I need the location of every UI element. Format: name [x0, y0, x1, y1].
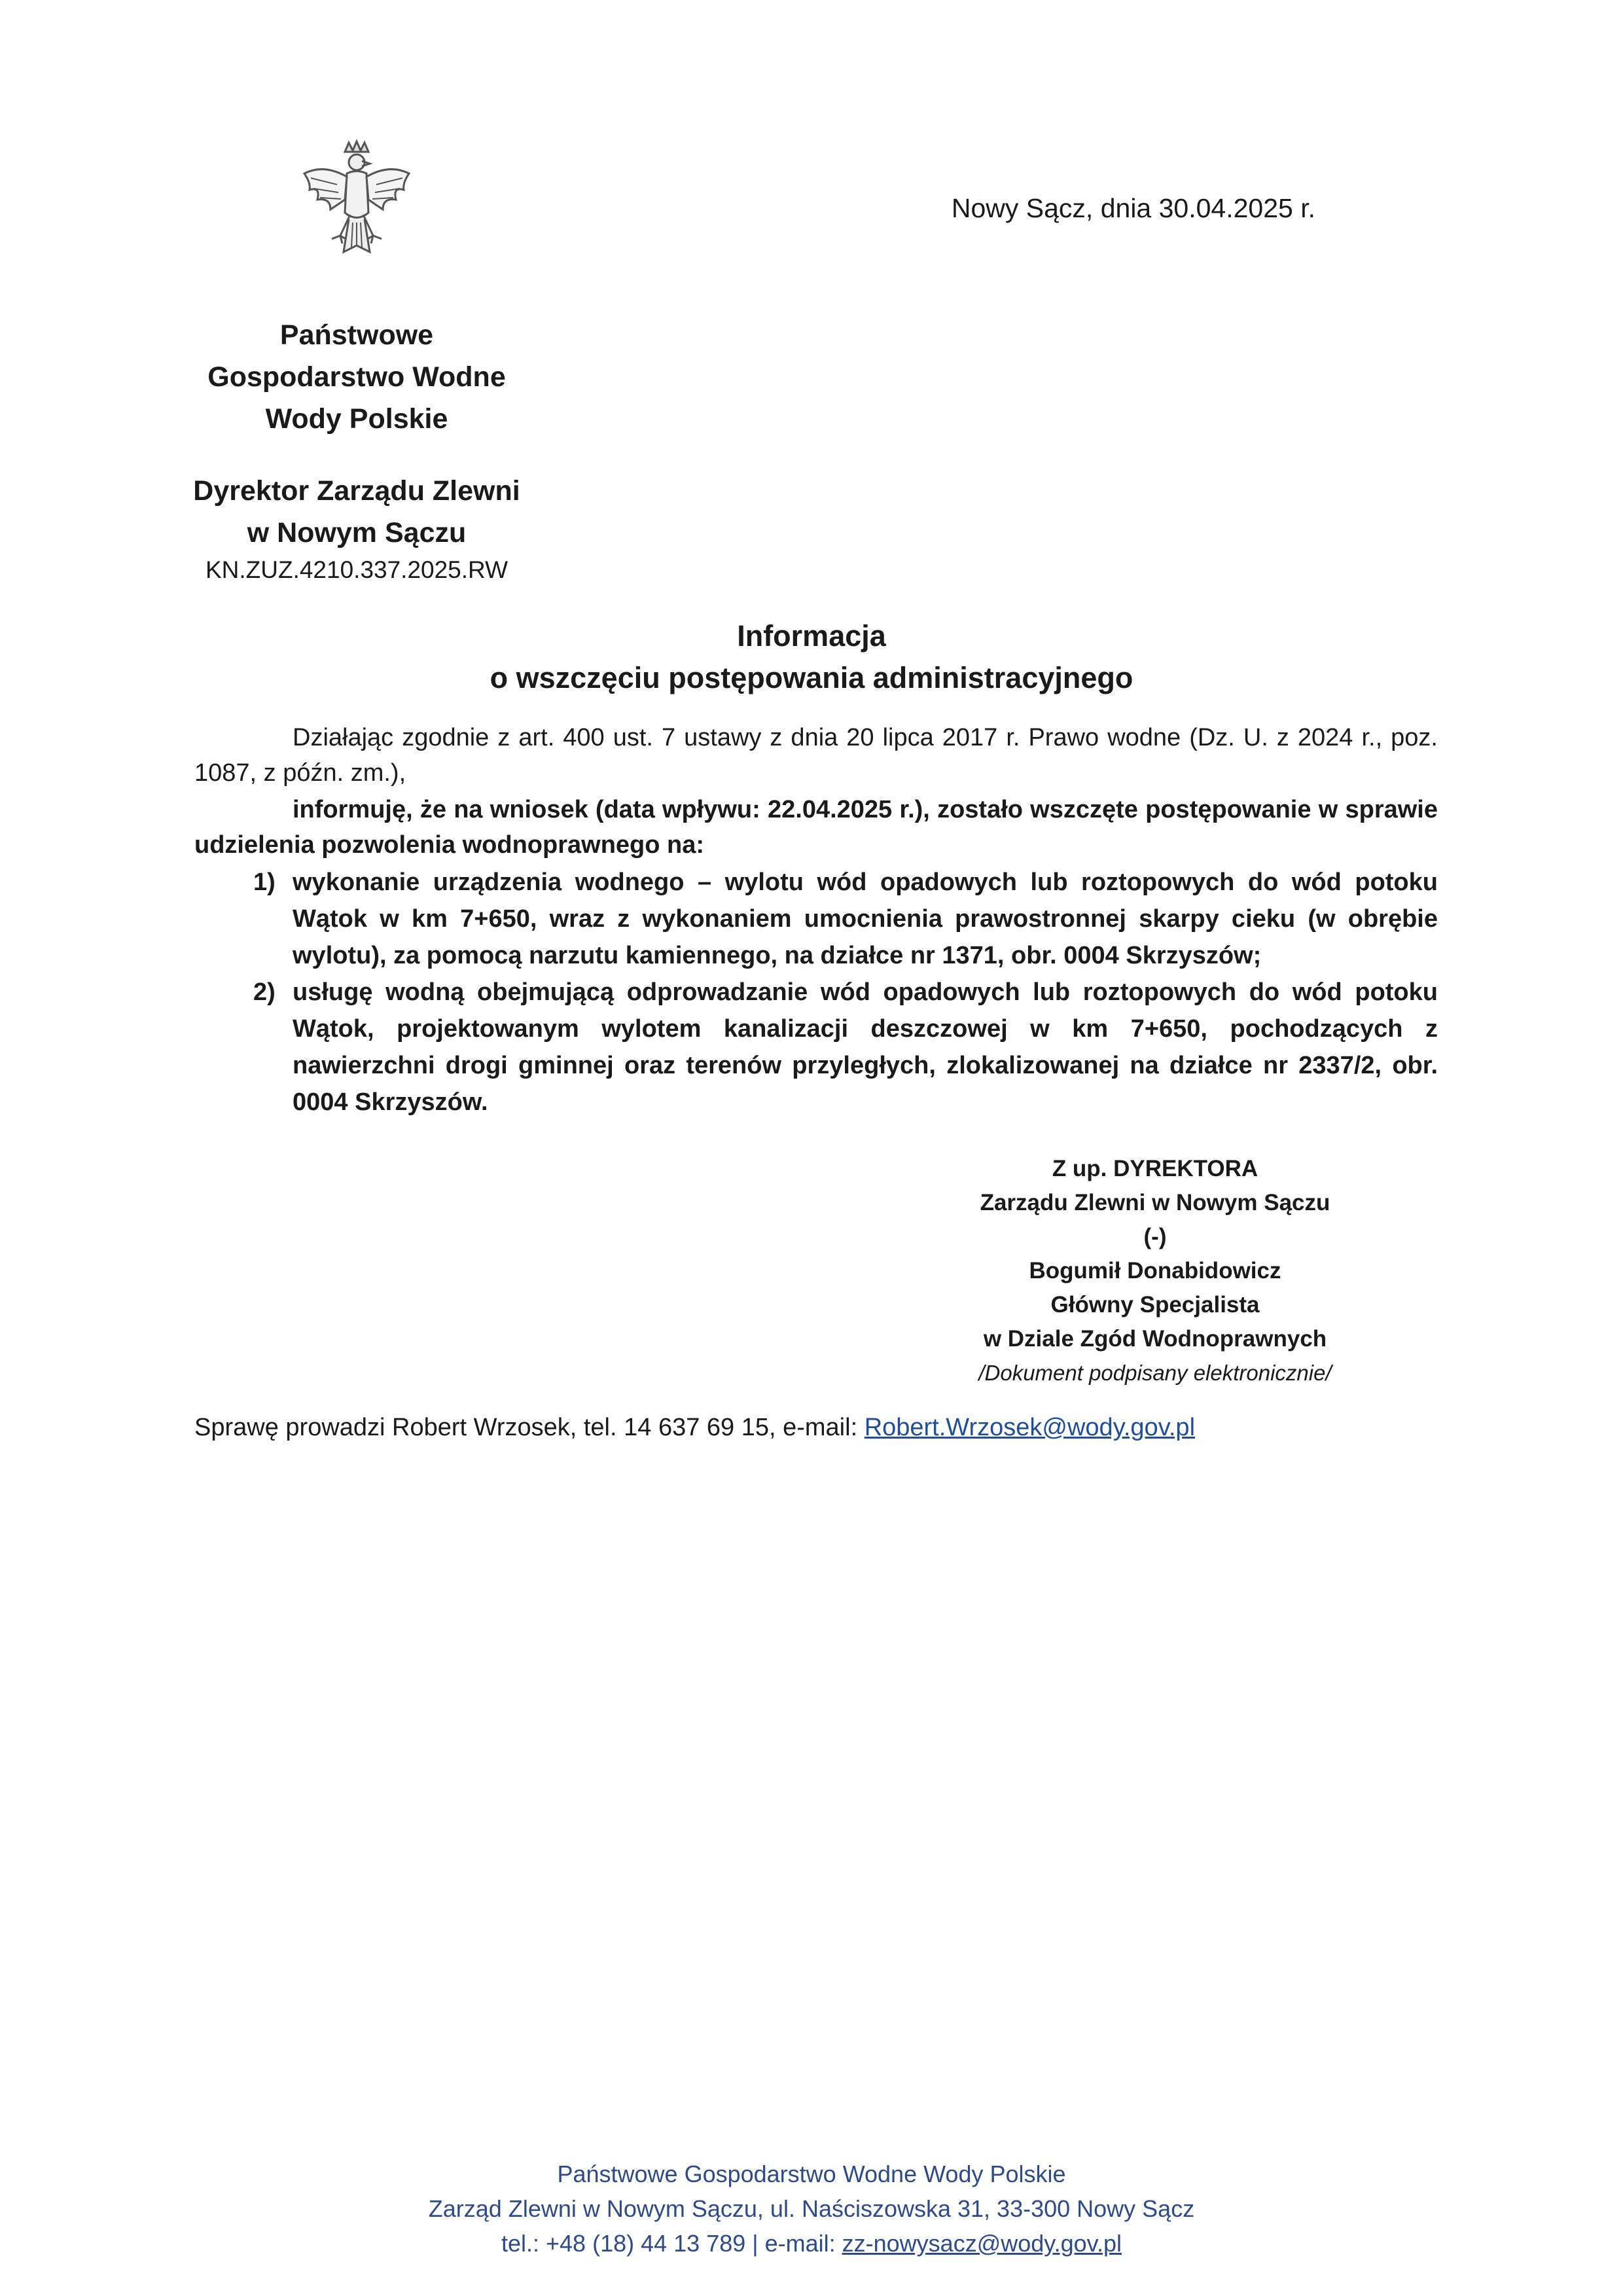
contact-text: Sprawę prowadzi Robert Wrzosek, tel. 14 637 69 15, e-mail: [194, 1414, 865, 1441]
director-line-2: w Nowym Sączu [247, 517, 467, 548]
page-footer [0, 2157, 1623, 2261]
permit-items-list [194, 864, 1438, 1121]
footer-line-2: Zarząd Zlewni w Nowym Sączu, ul. Naściszowska 31, 33-300 Nowy Sącz [428, 2195, 1195, 2222]
footer-line-1: Państwowe Gospodarstwo Wodne Wody Polskie [557, 2161, 1066, 2187]
director-line-1: Dyrektor Zarządu Zlewni [193, 475, 520, 507]
legal-basis-paragraph: Działając zgodnie z art. 400 ust. 7 ustawy z dnia 20 lipca 2017 r. Prawo wodne (Dz. U. z 2024 r., poz. 1087, z późn. zm.), [194, 724, 1438, 787]
case-handler-contact [194, 1414, 1195, 1442]
electronic-signature-note: /Dokument podpisany elektronicznie/ [978, 1361, 1332, 1385]
institution-line-3: Wody Polskie [265, 403, 448, 435]
signature-block [916, 1152, 1394, 1390]
case-reference: KN.ZUZ.4210.337.2025.RW [205, 556, 508, 583]
list-item-text: wykonanie urządzenia wodnego – wylotu wód opadowych lub roztopowych do wód potoku Wątok w km 7+650, wraz z wykonaniem umocnienia prawostronnej skarpy cieku (w obrębie wylotu), za pomocą narzutu kamiennego, na działce nr 1371, obr. 0004 Skrzyszów; [293, 869, 1438, 969]
institution-line-1: Państwowe [279, 319, 434, 351]
director-block [170, 470, 543, 554]
title-line-2: o wszczęciu postępowania administracyjnego [490, 661, 1133, 694]
signatory-department: w Dziale Zgód Wodnoprawnych [983, 1326, 1327, 1352]
institution-line-2: Gospodarstwo Wodne [207, 361, 506, 393]
polish-eagle-emblem-icon [291, 137, 422, 268]
list-item-number: 2) [253, 978, 276, 1006]
notice-paragraph: informuję, że na wniosek (data wpływu: 22.04.2025 r.), zostało wszczęte postępowanie w sprawie udzielenia pozwolenia wodnoprawnego na: [194, 796, 1438, 859]
footer-phone: tel.: +48 (18) 44 13 789 | e-mail: [501, 2230, 842, 2257]
signature-line-1: Z up. DYREKTORA [1052, 1156, 1258, 1181]
signatory-position: Główny Specjalista [1050, 1292, 1260, 1318]
list-item [194, 864, 1438, 974]
signatory-name: Bogumił Donabidowicz [1029, 1258, 1281, 1283]
signature-line-3: (-) [1143, 1224, 1167, 1249]
list-item-number: 1) [253, 869, 276, 896]
institution-name [170, 314, 543, 440]
document-title [196, 615, 1427, 699]
document-date: Nowy Sącz, dnia 30.04.2025 r. [951, 193, 1315, 223]
contact-email-link[interactable]: Robert.Wrzosek@wody.gov.pl [864, 1414, 1196, 1441]
footer-line-3 [0, 2226, 1623, 2261]
list-item [194, 974, 1438, 1121]
title-line-1: Informacja [737, 619, 886, 653]
signature-line-2: Zarządu Zlewni w Nowym Sączu [980, 1190, 1330, 1215]
list-item-text: usługę wodną obejmującą odprowadzanie wód opadowych lub roztopowych do wód potoku Wątok, projektowanym wylotem kanalizacji deszczowej w km 7+650, pochodzących z nawierzchni drogi gminnej oraz terenów przyległych, zlokalizowanej na działce nr 2337/2, obr. 0004 Skrzyszów. [293, 978, 1438, 1116]
footer-email-link[interactable]: zz-nowysacz@wody.gov.pl [842, 2230, 1122, 2257]
